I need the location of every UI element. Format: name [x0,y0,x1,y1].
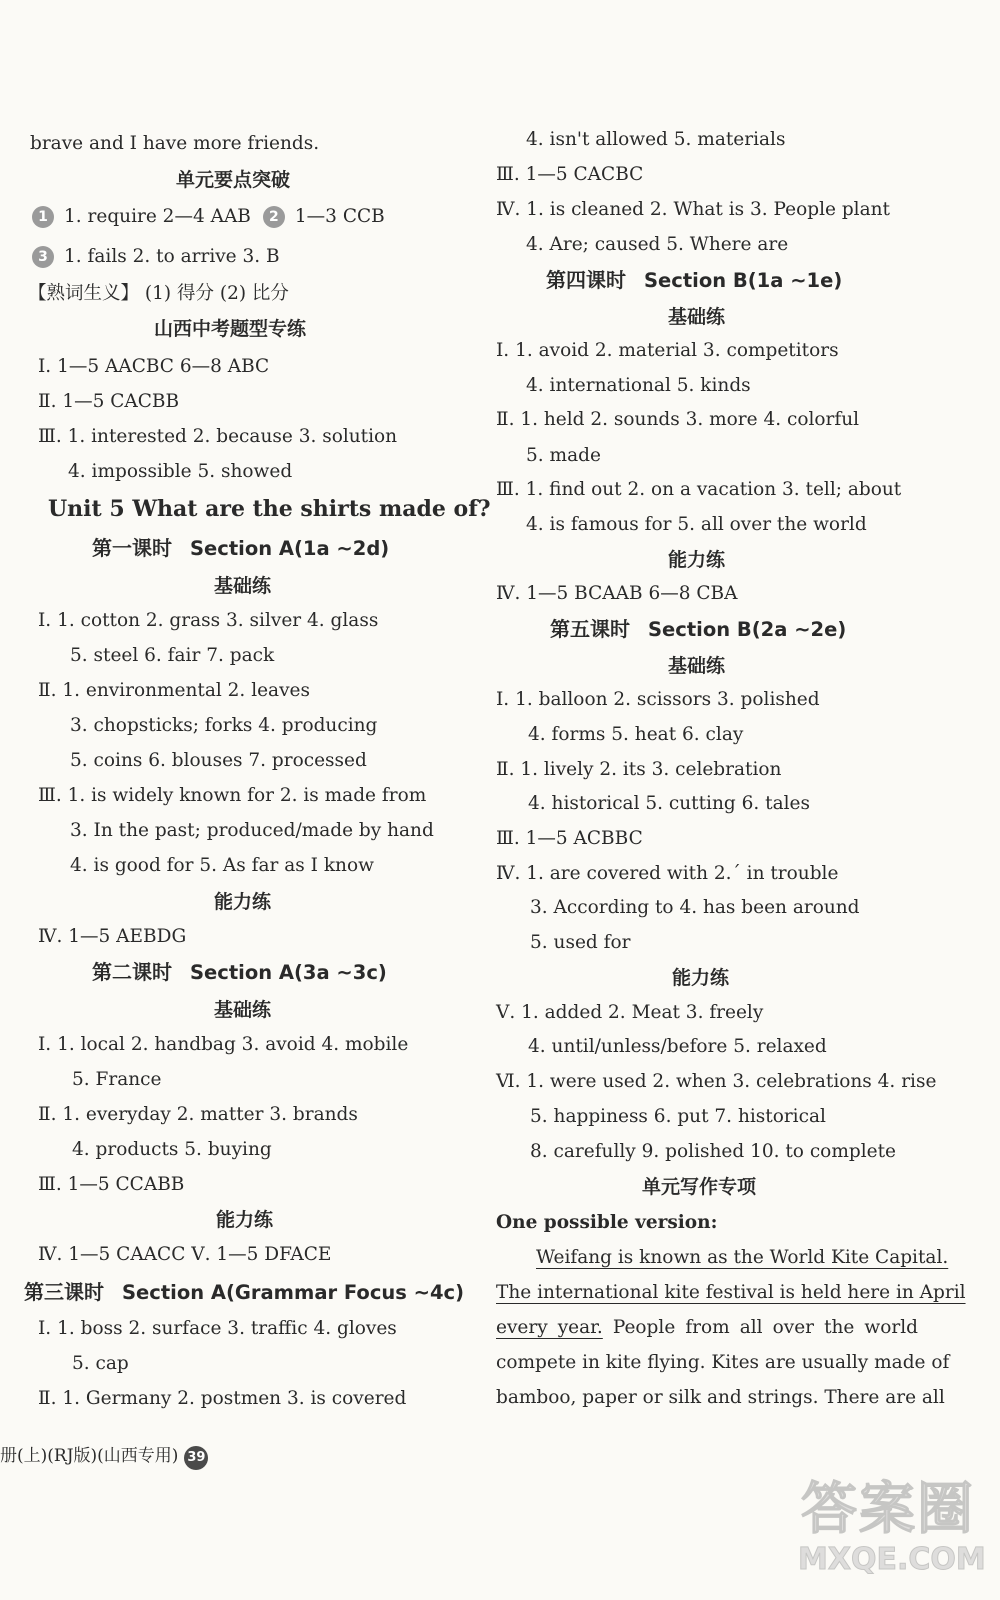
answer-line: 8. carefully 9. polished 10. to complete [530,1141,896,1162]
page-number: 39 [184,1446,208,1470]
answer-line: 4. international 5. kinds [526,375,751,396]
version-label: One possible version: [496,1212,718,1233]
answer-line: 5. steel 6. fair 7. pack [70,645,275,666]
subheading-ability: 能力练 [672,967,730,989]
unit-title: Unit 5 What are the shirts made of? [48,496,491,522]
answer-line [32,245,280,269]
answer-line: Ⅰ. 1. local 2. handbag 3. avoid 4. mobile [38,1034,409,1055]
lesson-section: Section A(1a ~2d) [190,537,390,560]
essay-text: every year. [496,1317,603,1338]
answer-line: 4. products 5. buying [72,1139,272,1160]
answer-line: Ⅲ. 1—5 CCABB [38,1174,185,1195]
subheading-basic: 基础练 [668,655,726,677]
vocab-note: 【熟词生义】 (1) 得分 (2) 比分 [28,283,289,304]
lesson-section: Section B(2a ~2e) [648,618,847,641]
answer-line: Ⅰ. 1. boss 2. surface 3. traffic 4. gloves [38,1318,397,1339]
answer-line: 4. isn't allowed 5. materials [526,129,786,150]
heading-shanxi-practice: 山西中考题型专练 [154,318,307,340]
subheading-basic: 基础练 [214,999,272,1021]
answer-line: 5. France [72,1069,162,1090]
lesson-cn: 第四课时 [546,268,626,292]
lesson-cn: 第三课时 [24,1280,104,1304]
essay-line: bamboo, paper or silk and strings. There are all [496,1387,945,1408]
answer-line: Ⅴ. 1. added 2. Meat 3. freely [496,1002,764,1023]
essay-line [496,1240,949,1275]
essay-text: The international kite festival is held here in April [496,1282,966,1303]
answer-line: 4. is good for 5. As far as I know [70,855,374,876]
answer-line: Ⅱ. 1. Germany 2. postmen 3. is covered [38,1388,407,1409]
lesson-heading [92,958,387,987]
answer-line: 5. used for [530,932,631,953]
answer-line: Ⅲ. 1. find out 2. on a vacation 3. tell; about [496,479,902,500]
lesson-cn: 第二课时 [92,960,172,984]
model-essay [496,1240,966,1415]
answer-line: Ⅲ. 1—5 ACBBC [496,828,643,849]
number-badge: 2 [263,206,285,228]
answer-text: 1. require 2—4 AAB [64,206,251,227]
answer-line: Ⅲ. 1—5 CACBC [496,164,644,185]
essay-line: compete in kite flying. Kites are usually made of [496,1352,950,1373]
answer-line: Ⅰ. 1—5 AACBC 6—8 ABC [38,356,270,377]
answer-line: Ⅳ. 1—5 CAACC Ⅴ. 1—5 DFACE [38,1244,332,1265]
subheading-ability: 能力练 [214,891,272,913]
lesson-section: Section B(1a ~1e) [644,269,843,292]
answer-line: 3. According to 4. has been around [530,897,860,918]
answer-line: Ⅳ. 1—5 AEBDG [38,926,187,947]
answer-line: 4. Are; caused 5. Where are [526,234,789,255]
footer-text: 册(上)(RJ版)(山西专用) [0,1446,179,1466]
watermark-logo [798,1477,986,1588]
answer-line: Ⅲ. 1. is widely known for 2. is made from [38,785,427,806]
answer-line: Ⅱ. 1—5 CACBB [38,391,180,412]
answer-line: 5. made [526,445,601,466]
lesson-cn: 第一课时 [92,536,172,560]
answer-line: 5. happiness 6. put 7. historical [530,1106,826,1127]
answer-line: Ⅰ. 1. avoid 2. material 3. competitors [496,340,839,361]
page-footer [0,1444,208,1470]
answer-line: Ⅳ. 1—5 BCAAB 6—8 CBA [496,583,738,604]
answer-line: 3. In the past; produced/made by hand [70,820,434,841]
essay-text: Weifang is known as the World Kite Capital. [536,1247,949,1268]
subheading-ability: 能力练 [216,1209,274,1231]
answer-line: 5. coins 6. blouses 7. processed [70,750,367,771]
answer-line: 4. impossible 5. showed [68,461,293,482]
number-badge: 1 [32,206,54,228]
lesson-heading [24,1278,464,1307]
lesson-section: Section A(Grammar Focus ~4c) [122,1281,465,1304]
answer-line: 3. chopsticks; forks 4. producing [70,715,378,736]
answer-line: Ⅰ. 1. balloon 2. scissors 3. polished [496,689,820,710]
essay-line [496,1275,966,1310]
subheading-ability: 能力练 [668,549,726,571]
lesson-section: Section A(3a ~3c) [190,961,387,984]
answer-line: Ⅱ. 1. lively 2. its 3. celebration [496,759,782,780]
answer-line: Ⅱ. 1. everyday 2. matter 3. brands [38,1104,358,1125]
answer-line: 4. is famous for 5. all over the world [526,514,867,535]
answer-line: 4. forms 5. heat 6. clay [528,724,744,745]
answer-line: 4. historical 5. cutting 6. tales [528,793,810,814]
number-badge: 3 [32,246,54,268]
heading-writing: 单元写作专项 [642,1176,757,1198]
answer-line: brave and I have more friends. [30,133,320,154]
answer-line: Ⅱ. 1. environmental 2. leaves [38,680,310,701]
subheading-basic: 基础练 [214,575,272,597]
answer-line: Ⅳ. 1. are covered with 2.ˊ in trouble [496,863,839,884]
watermark-text: 答案圈 [801,1477,975,1542]
answer-line: Ⅵ. 1. were used 2. when 3. celebrations 4. rise [496,1071,937,1092]
answer-line [32,205,385,229]
answer-line: Ⅲ. 1. interested 2. because 3. solution [38,426,398,447]
answer-line: Ⅳ. 1. is cleaned 2. What is 3. People plant [496,199,890,220]
lesson-heading [550,615,846,644]
subheading-basic: 基础练 [668,306,726,328]
lesson-heading [546,266,842,295]
essay-line [496,1310,918,1345]
lesson-cn: 第五课时 [550,617,630,641]
answer-line: 4. until/unless/before 5. relaxed [528,1036,827,1057]
watermark-url: MXQE.COM [798,1542,986,1577]
essay-text: People from all over the world [602,1317,918,1338]
lesson-heading [92,534,389,563]
heading-unit-points: 单元要点突破 [176,169,291,191]
answer-text: 1. fails 2. to arrive 3. B [64,246,280,267]
answer-line: 5. cap [72,1353,129,1374]
answer-line: Ⅱ. 1. held 2. sounds 3. more 4. colorful [496,409,860,430]
answer-text: 1—3 CCB [294,206,385,227]
answer-line: Ⅰ. 1. cotton 2. grass 3. silver 4. glass [38,610,379,631]
